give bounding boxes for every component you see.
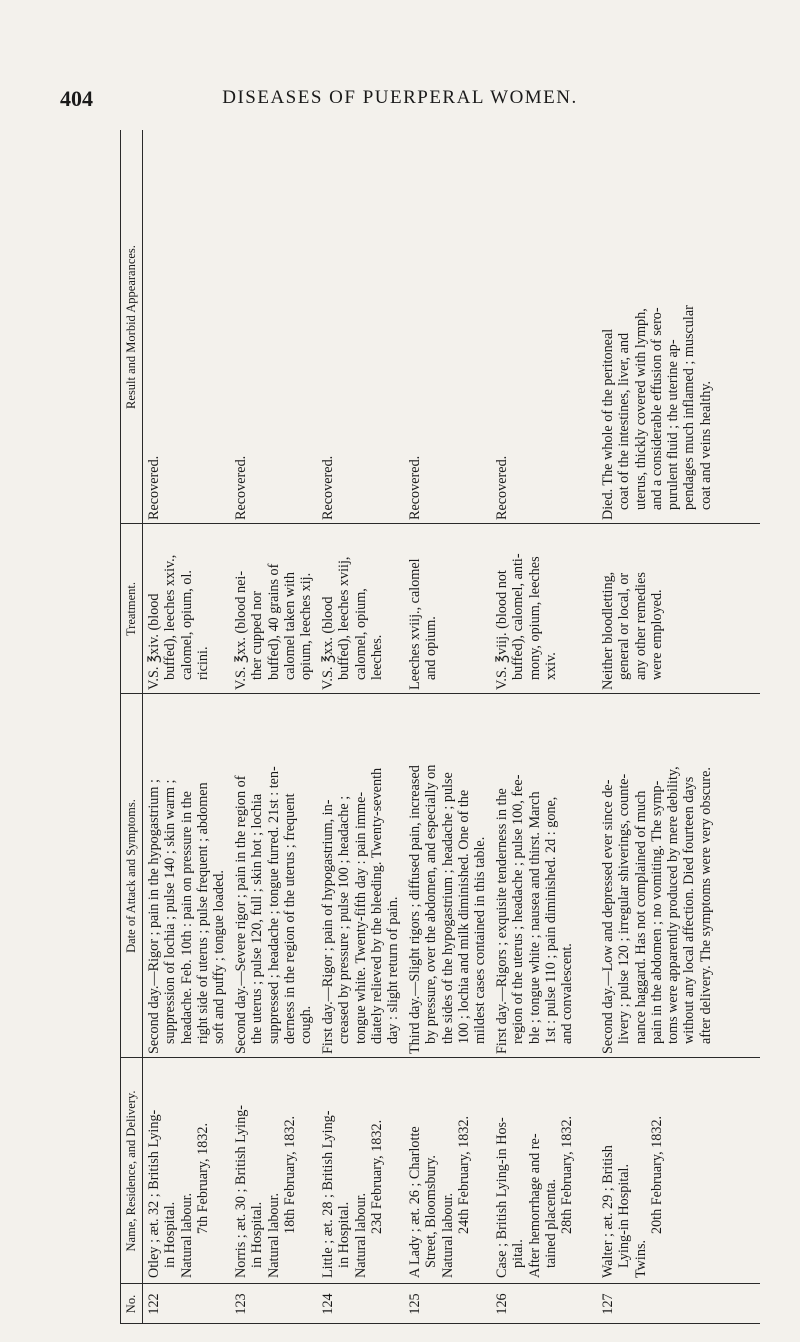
treatment-line: Leeches xviij., calomel — [407, 558, 423, 690]
header-rule — [142, 130, 143, 1324]
result-cell — [146, 134, 162, 520]
symptom-line: First day.—Rigors ; exquisite tenderness in the — [494, 788, 510, 1054]
symptom-line: after delivery. The symptoms were very obscure. — [697, 767, 714, 1044]
name-line: 23d February, 1832. — [368, 1119, 385, 1234]
name-line: tained placenta. — [542, 1178, 559, 1268]
treatment-line: calomel taken with — [281, 572, 298, 680]
treatment-line: general or local, or — [616, 572, 633, 680]
treatment-line: xxiv. — [542, 652, 559, 680]
name-line: in Hospital. — [336, 1201, 353, 1268]
name-cell — [407, 1060, 472, 1278]
treatment-line: V.S. ℥xiv. (blood — [146, 593, 162, 690]
result-cell — [494, 134, 510, 520]
name-cell — [320, 1060, 385, 1278]
name-line: 7th February, 1832. — [194, 1123, 211, 1234]
name-line: Little ; æt. 28 ; British Lying- — [320, 1110, 336, 1278]
symptom-line: toms were apparently produced by mere debility, — [665, 766, 682, 1044]
name-line: Natural labour. — [352, 1192, 369, 1278]
treatment-line: ricini. — [194, 646, 211, 680]
result-line: Recovered. — [494, 455, 510, 520]
name-line: Twins. — [632, 1239, 649, 1278]
treatment-cell — [233, 526, 314, 690]
name-line: 18th February, 1832. — [281, 1115, 298, 1234]
symptoms-cell — [600, 696, 714, 1054]
treatment-line: buffed), 40 grains of — [265, 563, 282, 680]
treatment-line: opium, leeches xij. — [298, 572, 315, 680]
symptom-line: the sides of the hypogastrium ; headache ; pulse — [439, 772, 456, 1044]
treatment-cell — [320, 526, 385, 690]
case-number: 125 — [407, 1293, 423, 1315]
symptom-line: derness in the region of the uterus ; frequent — [281, 793, 298, 1044]
treatment-line: calomel, opium, ol. — [178, 570, 195, 680]
case-table — [120, 130, 760, 1324]
treatment-line: V.S. ℥viij. (blood not — [494, 570, 510, 690]
name-line: Otley ; æt. 32 ; British Lying- — [146, 1109, 162, 1278]
symptom-line: soft and puffy ; tongue loaded. — [211, 870, 228, 1044]
symptom-line: livery ; pulse 120 ; irregular shiverings, counte- — [616, 773, 633, 1044]
treatment-line: were employed. — [648, 589, 665, 680]
result-line: Recovered. — [407, 455, 423, 520]
case-number: 124 — [320, 1293, 336, 1315]
name-cell — [233, 1060, 298, 1278]
name-line: Natural labour. — [178, 1192, 195, 1278]
result-line: Died. The whole of the peritoneal — [600, 328, 616, 520]
name-line: pital. — [510, 1239, 527, 1268]
treatment-cell — [494, 526, 559, 690]
running-head — [0, 86, 800, 116]
symptom-line: 1st : pulse 110 ; pain diminished. 2d : gone, — [542, 796, 559, 1044]
column-rule — [120, 1057, 760, 1058]
case-number: 122 — [146, 1293, 162, 1315]
result-line: purulent fluid ; the uterine ap- — [665, 339, 682, 510]
running-title: DISEASES OF PUERPERAL WOMEN. — [222, 87, 578, 108]
result-line: coat and veins healthy. — [697, 380, 714, 510]
column-rule — [120, 523, 760, 524]
symptom-line: suppressed ; headache ; tongue furred. 21st : ten- — [265, 766, 282, 1044]
result-cell — [407, 134, 423, 520]
treatment-line: buffed), leeches xviij, — [336, 556, 353, 680]
treatment-line: ther cupped nor — [249, 590, 266, 680]
symptom-line: the uterus ; pulse 120, full ; skin hot ; lochia — [249, 793, 266, 1044]
column-rule — [120, 1283, 760, 1284]
symptom-line: mildest cases contained in this table. — [472, 836, 489, 1044]
result-cell — [233, 134, 249, 520]
symptom-line: creased by pressure ; pulse 100 ; headache ; — [336, 795, 353, 1044]
symptoms-cell — [494, 696, 575, 1054]
treatment-line: buffed), calomel, anti- — [510, 553, 527, 680]
column-header-treatment: Treatment. — [124, 581, 138, 637]
name-cell — [146, 1060, 211, 1278]
symptom-line: without any local affection. Died fourteen days — [681, 776, 698, 1044]
name-line: After hemorrhage and re- — [526, 1133, 543, 1278]
symptom-line: cough. — [298, 1005, 315, 1044]
name-line: Walter ; æt. 29 ; British — [600, 1145, 616, 1278]
table-left-rule — [120, 1323, 760, 1324]
treatment-cell — [407, 526, 440, 690]
treatment-cell — [146, 526, 211, 690]
treatment-line: Neither bloodletting, — [600, 571, 616, 690]
name-cell — [494, 1060, 575, 1278]
symptom-line: by pressure, over the abdomen, and especially on — [423, 764, 440, 1044]
symptoms-cell — [146, 696, 227, 1054]
result-line: Recovered. — [320, 455, 336, 520]
symptom-line: suppression of lochia ; pulse 140 ; skin warm ; — [162, 779, 179, 1044]
result-line: uterus, thickly covered with lymph, — [632, 308, 649, 510]
symptom-line: pain in the abdomen ; no vomiting. The symp- — [648, 780, 665, 1044]
result-line: coat of the intestines, liver, and — [616, 332, 633, 510]
column-header-result: Result and Morbid Appearances. — [124, 245, 138, 409]
case-number: 123 — [233, 1293, 249, 1315]
symptom-line: nance haggard. Has not complained of much — [632, 790, 649, 1044]
name-line: Natural labour. — [265, 1192, 282, 1278]
name-line: Natural labour. — [439, 1192, 456, 1278]
result-line: Recovered. — [146, 455, 162, 520]
treatment-line: mony, opium, leeches — [526, 556, 543, 680]
treatment-line: V.S. ℥xx. (blood — [320, 596, 336, 690]
symptom-line: ble ; tongue white ; nausea and thirst. March — [526, 791, 543, 1044]
treatment-line: and opium. — [423, 616, 440, 680]
symptoms-cell — [407, 696, 488, 1054]
symptom-line: 100 ; lochia and milk diminished. One of the — [455, 789, 472, 1044]
symptom-line: First day.—Rigor ; pain of hypogastrium, in- — [320, 799, 336, 1054]
result-line: pendages much inflamed ; muscular — [681, 305, 698, 510]
table-top-rule — [120, 130, 121, 1324]
name-line: Lying-in Hospital. — [616, 1163, 633, 1268]
name-line: 28th February, 1832. — [559, 1115, 576, 1234]
column-header-name: Name, Residence, and Delivery. — [124, 1090, 138, 1252]
column-header-symptoms: Date of Attack and Symptoms. — [124, 799, 138, 953]
case-number: 126 — [494, 1293, 510, 1315]
treatment-line: leeches. — [368, 634, 385, 680]
name-line: A Lady ; æt. 26 ; Charlotte — [407, 1126, 423, 1278]
treatment-line: buffed), leeches xxiv., — [162, 554, 179, 680]
symptom-line: Second day.—Rigor ; pain in the hypogastrium ; — [146, 779, 162, 1054]
symptom-line: diately relieved by the bleeding. Twenty-seventh — [368, 767, 385, 1044]
symptom-line: region of the uterus ; headache ; pulse 100, fee- — [510, 774, 527, 1044]
symptom-line: Third day.—Slight rigors ; diffused pain, increased — [407, 765, 423, 1054]
result-line: Recovered. — [233, 455, 249, 520]
treatment-line: V.S. ℥xx. (blood nei- — [233, 570, 249, 690]
symptoms-cell — [233, 696, 314, 1054]
result-cell — [320, 134, 336, 520]
name-cell — [600, 1060, 665, 1278]
symptom-line: right side of uterus ; pulse frequent ; abdomen — [194, 782, 211, 1044]
symptom-line: Second day.—Low and depressed ever since de- — [600, 779, 616, 1054]
result-line: and a considerable effusion of sero- — [648, 307, 665, 510]
symptoms-cell — [320, 696, 401, 1054]
symptom-line: tongue white. Twenty-fifth day : pain imme- — [352, 791, 369, 1044]
result-cell — [600, 134, 714, 520]
name-line: Street, Bloomsbury. — [423, 1155, 440, 1268]
column-header-no: No. — [124, 1294, 138, 1314]
symptom-line: and convalescent. — [559, 943, 576, 1044]
name-line: Norris ; æt. 30 ; British Lying- — [233, 1104, 249, 1278]
name-line: in Hospital. — [249, 1201, 266, 1268]
name-line: in Hospital. — [162, 1201, 179, 1268]
symptom-line: Second day.—Severe rigor ; pain in the region of — [233, 775, 249, 1054]
case-number: 127 — [600, 1293, 616, 1315]
treatment-cell — [600, 526, 665, 690]
name-line: 24th February, 1832. — [455, 1115, 472, 1234]
treatment-line: any other remedies — [632, 572, 649, 680]
column-rule — [120, 693, 760, 694]
name-line: 20th February, 1832. — [648, 1115, 665, 1234]
treatment-line: calomel, opium, — [352, 588, 369, 680]
symptom-line: day : slight return of pain. — [385, 896, 402, 1044]
symptom-line: headache. Feb. 10th : pain on pressure in the — [178, 791, 195, 1044]
name-line: Case ; British Lying-in Hos- — [494, 1117, 510, 1278]
page-number: 404 — [60, 86, 93, 111]
